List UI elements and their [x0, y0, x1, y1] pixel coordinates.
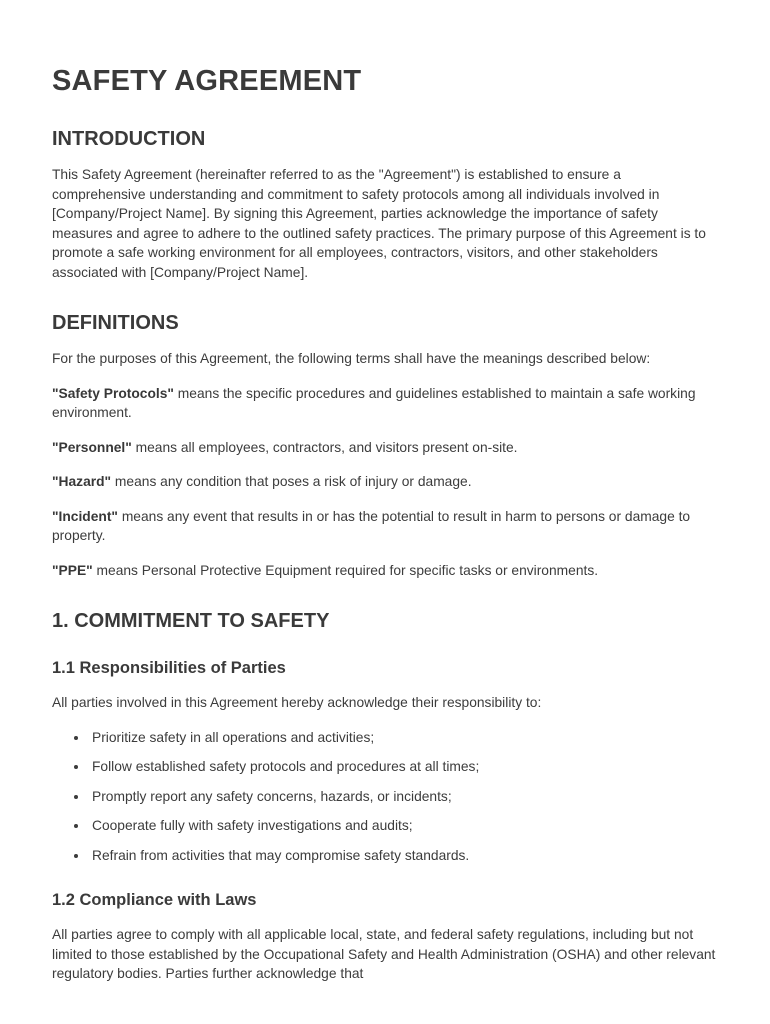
section-heading-commitment-to-safety: 1. COMMITMENT TO SAFETY — [52, 610, 330, 632]
definitions-lead-paragraph: For the purposes of this Agreement, the following terms shall have the meanings described below: — [52, 351, 651, 366]
subsection-heading-compliance: 1.2 Compliance with Laws — [52, 891, 257, 909]
bullet-item-refrain-activities: • Refrain from activities that may compromise safety standards. — [89, 846, 718, 866]
definition-text-hazard: means any condition that poses a risk of injury or damage. — [111, 474, 472, 489]
section-heading-definitions: DEFINITIONS — [52, 312, 179, 334]
definition-text-safety-protocols: means the specific procedures and guidelines established to maintain a safe working environment. — [52, 385, 696, 420]
compliance-paragraph: All parties agree to comply with all applicable local, state, and federal safety regulations, including but not limited to those established by the Occupational Safety and Health Administration (OSHA) and other relevant regulatory bodies. Parties further acknowledge that — [52, 927, 716, 981]
document-title: SAFETY AGREEMENT — [52, 65, 362, 97]
definition-hazard — [52, 472, 718, 492]
subsection-heading-responsibilities: 1.1 Responsibilities of Parties — [52, 659, 286, 677]
definition-term-incident: "Incident" — [52, 508, 118, 524]
definition-personnel — [52, 438, 718, 458]
definition-safety-protocols — [52, 384, 718, 423]
definition-term-hazard: "Hazard" — [52, 474, 112, 489]
definition-incident — [52, 507, 718, 546]
definition-ppe — [52, 561, 718, 581]
introduction-paragraph: This Safety Agreement (hereinafter referred to as the "Agreement") is established to ensure a comprehensive understanding and commitment to safety protocols among all individuals involved in [Company/Project Name]. By signing this Agreement, parties acknowledge the importance of safety measures and agree to adhere to the outlined safety practices. The primary purpose of this Agreement is to promote a safe working environment for all employees, contractors, visitors, and other stakeholders associated with [Company/Project Name]. — [52, 167, 706, 280]
bullet-item-report-concerns: • Promptly report any safety concerns, hazards, or incidents; — [89, 787, 718, 807]
definition-term-ppe: "PPE" — [52, 562, 93, 578]
definition-text-ppe: means Personal Protective Equipment required for specific tasks or environments. — [92, 562, 599, 578]
bullet-item-follow-protocols: • Follow established safety protocols and procedures at all times; — [89, 757, 718, 777]
definition-term-personnel: "Personnel" — [52, 439, 132, 455]
section-heading-introduction: INTRODUCTION — [52, 128, 206, 150]
definition-text-personnel: means all employees, contractors, and visitors present on-site. — [131, 439, 518, 455]
definition-term-safety-protocols: "Safety Protocols" — [52, 385, 174, 401]
bullet-item-cooperate-investigations: • Cooperate fully with safety investigations and audits; — [89, 816, 718, 836]
bullet-item-prioritize-safety: • Prioritize safety in all operations and activities; — [89, 728, 718, 748]
responsibilities-bullet-list — [52, 728, 718, 866]
responsibilities-lead-paragraph: All parties involved in this Agreement hereby acknowledge their responsibility to: — [52, 695, 542, 710]
definition-text-incident: means any event that results in or has the potential to result in harm to persons or damage to property. — [52, 508, 691, 543]
